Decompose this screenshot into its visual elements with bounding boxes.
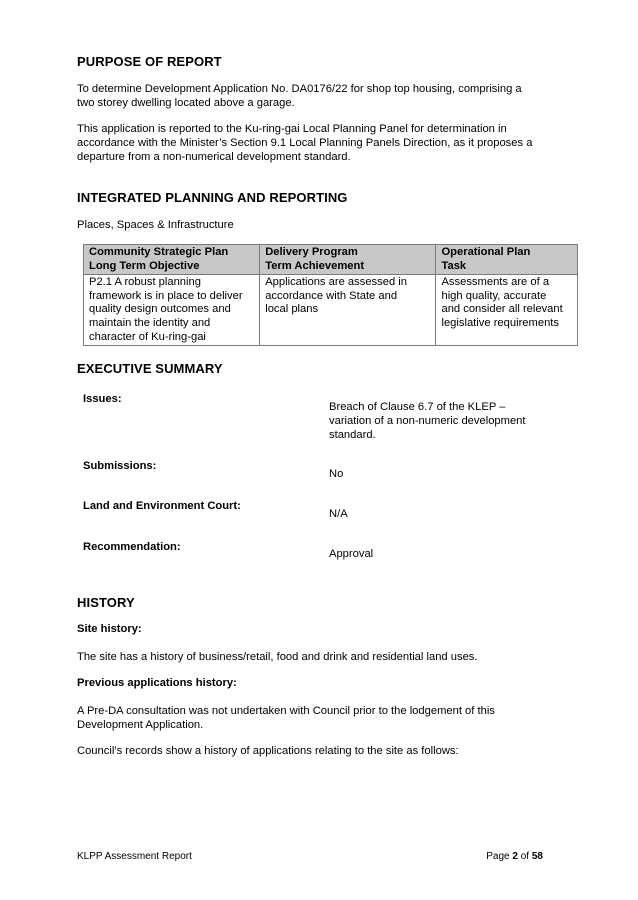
header-line: Operational Plan (441, 246, 531, 258)
ipr-heading: INTEGRATED PLANNING AND REPORTING (77, 190, 348, 205)
table-cell (84, 275, 260, 346)
header-line: Long Term Objective (89, 259, 200, 272)
cell-line: high quality, accurate (441, 289, 547, 302)
purpose-heading: PURPOSE OF REPORT (77, 54, 222, 69)
recommendation-value: Approval (329, 548, 374, 560)
header-line: Task (441, 259, 467, 272)
column-header-delivery (260, 245, 436, 275)
purpose-paragraph-1 (77, 82, 567, 110)
cell-line: local plans (265, 303, 319, 316)
lec-label: Land and Environment Court: (83, 500, 241, 512)
column-header-csp (84, 245, 260, 275)
column-header-operational (436, 245, 578, 275)
cell-line: Assessments are of a (441, 276, 550, 289)
executive-summary-heading: EXECUTIVE SUMMARY (77, 361, 223, 376)
cell-line: quality design outcomes and (89, 303, 231, 316)
page-current: 2 (512, 851, 518, 862)
text-line: accordance with the Minister’s Section 9.1 Local Planning Panels Direction, as it proposes a (77, 137, 533, 149)
lec-value: N/A (329, 508, 348, 520)
text-line: standard. (329, 429, 376, 441)
text-line: This application is reported to the Ku-ring-gai Local Planning Panel for determination in (77, 123, 507, 135)
recommendation-label: Recommendation: (83, 541, 181, 553)
cell-line: character of Ku-ring-gai (89, 330, 206, 343)
text-line: two storey dwelling located above a garage. (77, 97, 295, 109)
previous-applications-text (77, 704, 567, 732)
cell-line: maintain the identity and (89, 316, 211, 329)
issues-label: Issues: (83, 393, 122, 405)
page-total: 58 (531, 851, 543, 862)
site-history-label: Site history: (77, 623, 142, 635)
text-line: Development Application. (77, 719, 204, 731)
history-heading: HISTORY (77, 595, 135, 610)
issues-value (329, 400, 559, 442)
submissions-label: Submissions: (83, 460, 157, 472)
text-line: Breach of Clause 6.7 of the KLEP – (329, 401, 506, 413)
table-row (84, 275, 578, 346)
site-history-text: The site has a history of business/retail, food and drink and residential land uses. (77, 651, 478, 663)
previous-applications-label: Previous applications history: (77, 677, 237, 689)
submissions-value: No (329, 468, 344, 480)
text-line: variation of a non-numeric development (329, 415, 526, 427)
page-number (486, 851, 543, 862)
cell-line: legislative requirements (441, 316, 559, 329)
cell-line: and consider all relevant (441, 303, 563, 316)
cell-line: P2.1 A robust planning (89, 276, 201, 289)
table-cell (436, 275, 578, 346)
text-line: A Pre-DA consultation was not undertaken with Council prior to the lodgement of this (77, 705, 495, 717)
header-line: Delivery Program (265, 246, 358, 258)
ipr-table (83, 244, 578, 346)
header-line: Term Achievement (265, 259, 365, 272)
cell-line: framework is in place to deliver (89, 289, 243, 302)
cell-line: accordance with State and (265, 289, 398, 302)
text-line: departure from a non-numerical development standard. (77, 151, 351, 163)
text-line: To determine Development Application No. DA0176/22 for shop top housing, comprising a (77, 83, 522, 95)
purpose-paragraph-2 (77, 122, 567, 164)
records-text: Council’s records show a history of applications relating to the site as follows: (77, 745, 459, 757)
cell-line: Applications are assessed in (265, 276, 407, 289)
table-header-row (84, 245, 578, 275)
page-of: of (517, 851, 532, 862)
table-cell (260, 275, 436, 346)
ipr-theme: Places, Spaces & Infrastructure (77, 219, 234, 231)
page-prefix: Page (486, 851, 513, 862)
header-line: Community Strategic Plan (89, 246, 229, 258)
footer-title: KLPP Assessment Report (77, 851, 192, 862)
